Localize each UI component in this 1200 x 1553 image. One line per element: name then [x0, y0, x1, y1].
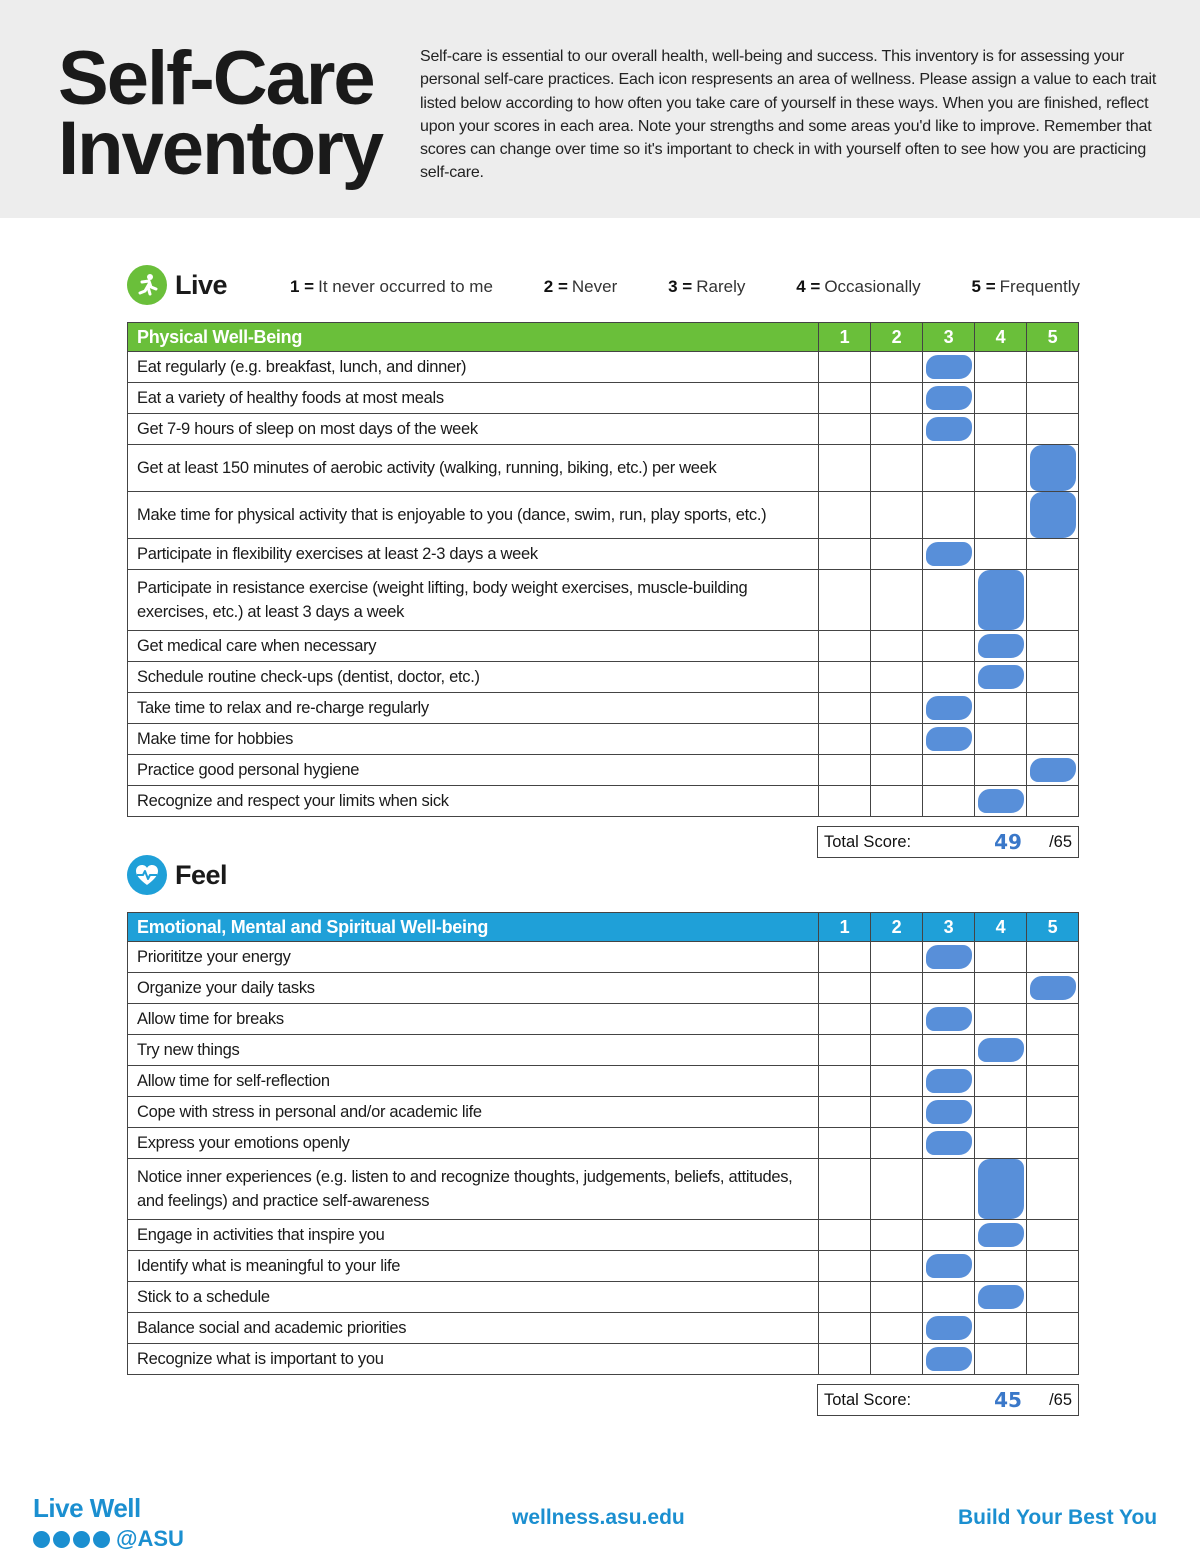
- rating-cell-4[interactable]: [975, 1128, 1027, 1159]
- rating-cell-3[interactable]: [923, 352, 975, 383]
- rating-cell-1[interactable]: [819, 570, 871, 631]
- rating-cell-5[interactable]: [1027, 1251, 1079, 1282]
- title-line-2: Inventory: [58, 106, 383, 191]
- scale-number: 3 =: [668, 277, 693, 296]
- rating-cell-1[interactable]: [819, 383, 871, 414]
- rating-cell-4[interactable]: [975, 445, 1027, 492]
- hand-drawn-mark: [978, 665, 1024, 689]
- rating-cell-1[interactable]: [819, 1066, 871, 1097]
- connect-icon: [93, 1531, 110, 1548]
- rating-cell-1[interactable]: [819, 1128, 871, 1159]
- rating-cell-3[interactable]: [923, 1128, 975, 1159]
- rating-cell-4[interactable]: [975, 1035, 1027, 1066]
- rating-cell-5[interactable]: [1027, 1313, 1079, 1344]
- rating-cell-5[interactable]: [1027, 1035, 1079, 1066]
- item-text: Notice inner experiences (e.g. listen to and recognize thoughts, judgements, beliefs, attitudes, and feelings) and practice self-awareness: [128, 1159, 819, 1220]
- rating-cell-3[interactable]: [923, 786, 975, 817]
- hand-drawn-mark: [926, 1347, 972, 1371]
- item-text: Eat regularly (e.g. breakfast, lunch, and dinner): [128, 352, 819, 383]
- rating-cell-3[interactable]: [923, 1313, 975, 1344]
- table-header-row: [128, 913, 1079, 942]
- rating-cell-5[interactable]: [1027, 1282, 1079, 1313]
- rating-cell-1[interactable]: [819, 662, 871, 693]
- item-text: Practice good personal hygiene: [128, 755, 819, 786]
- scale-number: 4 =: [796, 277, 821, 296]
- rating-cell-3[interactable]: [923, 1097, 975, 1128]
- item-text: Express your emotions openly: [128, 1128, 819, 1159]
- rating-cell-1[interactable]: [819, 539, 871, 570]
- rating-cell-2[interactable]: [871, 1313, 923, 1344]
- scale-label: Frequently: [999, 277, 1080, 296]
- hand-drawn-mark: [926, 1007, 972, 1031]
- rating-cell-2[interactable]: [871, 1035, 923, 1066]
- rating-cell-4[interactable]: [975, 539, 1027, 570]
- rating-cell-5[interactable]: [1027, 1159, 1079, 1220]
- table-row: [128, 973, 1079, 1004]
- rating-cell-2[interactable]: [871, 1220, 923, 1251]
- rating-cell-3[interactable]: [923, 414, 975, 445]
- hand-drawn-mark: [926, 727, 972, 751]
- rating-cell-5[interactable]: [1027, 942, 1079, 973]
- hand-drawn-mark: [926, 417, 972, 441]
- hand-drawn-mark: [926, 1254, 972, 1278]
- rating-cell-2[interactable]: [871, 724, 923, 755]
- rating-cell-3[interactable]: [923, 724, 975, 755]
- rating-cell-3[interactable]: [923, 1220, 975, 1251]
- rating-cell-1[interactable]: [819, 1251, 871, 1282]
- table-row: [128, 942, 1079, 973]
- rating-cell-2[interactable]: [871, 942, 923, 973]
- table-row: [128, 1282, 1079, 1313]
- column-header-2: 2: [871, 323, 923, 352]
- table-title: Emotional, Mental and Spiritual Well-being: [128, 913, 819, 942]
- rating-cell-4[interactable]: [975, 662, 1027, 693]
- rating-cell-5[interactable]: [1027, 973, 1079, 1004]
- rating-cell-5[interactable]: [1027, 352, 1079, 383]
- hand-drawn-mark: [978, 789, 1024, 813]
- table-row: [128, 786, 1079, 817]
- hand-drawn-mark: [978, 1223, 1024, 1247]
- rating-cell-2[interactable]: [871, 1282, 923, 1313]
- hand-drawn-mark: [926, 542, 972, 566]
- rating-cell-2[interactable]: [871, 1066, 923, 1097]
- rating-cell-5[interactable]: [1027, 539, 1079, 570]
- rating-cell-1[interactable]: [819, 942, 871, 973]
- rating-cell-5[interactable]: [1027, 1128, 1079, 1159]
- rating-cell-2[interactable]: [871, 755, 923, 786]
- scale-number: 5 =: [971, 277, 996, 296]
- rating-cell-5[interactable]: [1027, 662, 1079, 693]
- table-row: [128, 755, 1079, 786]
- footer-tagline: Build Your Best You: [958, 1506, 1158, 1529]
- rating-cell-2[interactable]: [871, 973, 923, 1004]
- table-row: [128, 1035, 1079, 1066]
- table-header-row: [128, 323, 1079, 352]
- rating-cell-4[interactable]: [975, 414, 1027, 445]
- hand-drawn-mark: [926, 1131, 972, 1155]
- table-row: [128, 1128, 1079, 1159]
- rating-cell-2[interactable]: [871, 1159, 923, 1220]
- rating-cell-3[interactable]: [923, 631, 975, 662]
- rating-cell-4[interactable]: [975, 1159, 1027, 1220]
- rating-cell-4[interactable]: [975, 352, 1027, 383]
- rating-cell-1[interactable]: [819, 352, 871, 383]
- total-score-max: /65: [1049, 1390, 1072, 1409]
- item-text: Identify what is meaningful to your life: [128, 1251, 819, 1282]
- hand-drawn-mark: [926, 355, 972, 379]
- column-header-5: 5: [1027, 913, 1079, 942]
- column-header-2: 2: [871, 913, 923, 942]
- live-icon: [33, 1531, 50, 1548]
- item-text: Balance social and academic priorities: [128, 1313, 819, 1344]
- table-row: [128, 1004, 1079, 1035]
- item-text: Participate in flexibility exercises at least 2-3 days a week: [128, 539, 819, 570]
- rating-cell-4[interactable]: [975, 1313, 1027, 1344]
- rating-cell-4[interactable]: [975, 693, 1027, 724]
- table-row: [128, 693, 1079, 724]
- rating-cell-2[interactable]: [871, 492, 923, 539]
- rating-cell-5[interactable]: [1027, 786, 1079, 817]
- rating-cell-1[interactable]: [819, 755, 871, 786]
- footer-url-link[interactable]: wellness.asu.edu: [512, 1506, 685, 1529]
- column-header-4: 4: [975, 323, 1027, 352]
- rating-cell-1[interactable]: [819, 1159, 871, 1220]
- hand-drawn-mark: [926, 386, 972, 410]
- rating-cell-2[interactable]: [871, 1251, 923, 1282]
- rating-cell-4[interactable]: [975, 631, 1027, 662]
- rating-cell-1[interactable]: [819, 724, 871, 755]
- hand-drawn-mark: [926, 1100, 972, 1124]
- rating-cell-2[interactable]: [871, 352, 923, 383]
- rating-cell-2[interactable]: [871, 383, 923, 414]
- rating-cell-1[interactable]: [819, 1004, 871, 1035]
- column-header-5: 5: [1027, 323, 1079, 352]
- rating-cell-4[interactable]: [975, 1251, 1027, 1282]
- rating-scale-legend: [290, 277, 1080, 297]
- rating-cell-5[interactable]: [1027, 755, 1079, 786]
- table-row: [128, 1220, 1079, 1251]
- rating-cell-3[interactable]: [923, 492, 975, 539]
- rating-cell-4[interactable]: [975, 1097, 1027, 1128]
- rating-cell-2[interactable]: [871, 539, 923, 570]
- rating-cell-5[interactable]: [1027, 492, 1079, 539]
- scale-item: [290, 277, 493, 297]
- heartbeat-icon: [127, 855, 167, 895]
- rating-cell-5[interactable]: [1027, 570, 1079, 631]
- rating-cell-2[interactable]: [871, 786, 923, 817]
- total-score-max: /65: [1049, 832, 1072, 851]
- hand-drawn-mark: [978, 1038, 1024, 1062]
- table-row: [128, 352, 1079, 383]
- emotional-wellbeing-table: [127, 912, 1079, 1375]
- total-score-label: Total Score:: [824, 832, 912, 851]
- grow-icon: [73, 1531, 90, 1548]
- item-text: Engage in activities that inspire you: [128, 1220, 819, 1251]
- rating-cell-1[interactable]: [819, 1344, 871, 1375]
- rating-cell-1[interactable]: [819, 1035, 871, 1066]
- rating-cell-3[interactable]: [923, 1251, 975, 1282]
- scale-item: [544, 277, 617, 297]
- table-row: [128, 1159, 1079, 1220]
- rating-cell-1[interactable]: [819, 1313, 871, 1344]
- hand-drawn-mark: [926, 696, 972, 720]
- rating-cell-4[interactable]: [975, 1004, 1027, 1035]
- rating-cell-2[interactable]: [871, 570, 923, 631]
- rating-cell-3[interactable]: [923, 942, 975, 973]
- item-text: Try new things: [128, 1035, 819, 1066]
- rating-cell-3[interactable]: [923, 445, 975, 492]
- intro-paragraph: Self-care is essential to our overall health, well-being and success. This inventory is for assessing your personal self-care practices. Each icon respresents an area of wellness. Please assign a value to each trait listed below according to how often you take care of yourself in these ways. When you are finished, reflect upon your scores in each area. Note your strengths and some areas you'd like to improve. Remember that scores can change over time so it's important to check in with yourself often to see how you are practicing self-care.: [420, 48, 1157, 182]
- hand-drawn-mark: [926, 1316, 972, 1340]
- rating-cell-4[interactable]: [975, 383, 1027, 414]
- item-text: Recognize and respect your limits when sick: [128, 786, 819, 817]
- column-header-1: 1: [819, 913, 871, 942]
- column-header-3: 3: [923, 913, 975, 942]
- item-text: Cope with stress in personal and/or academic life: [128, 1097, 819, 1128]
- table-row: [128, 570, 1079, 631]
- table-row: [128, 383, 1079, 414]
- item-text: Take time to relax and re-charge regularly: [128, 693, 819, 724]
- running-figure-icon: [127, 265, 167, 305]
- rating-cell-4[interactable]: [975, 492, 1027, 539]
- feel-total-score: [817, 1384, 1079, 1416]
- item-text: Schedule routine check-ups (dentist, doctor, etc.): [128, 662, 819, 693]
- rating-cell-2[interactable]: [871, 445, 923, 492]
- physical-wellbeing-table: [127, 322, 1079, 817]
- hand-drawn-mark: [978, 1285, 1024, 1309]
- scale-label: Occasionally: [824, 277, 921, 296]
- page-title: [58, 36, 383, 191]
- rating-cell-4[interactable]: [975, 1282, 1027, 1313]
- item-text: Get 7-9 hours of sleep on most days of the week: [128, 414, 819, 445]
- item-text: Allow time for breaks: [128, 1004, 819, 1035]
- rating-cell-5[interactable]: [1027, 1004, 1079, 1035]
- rating-cell-2[interactable]: [871, 662, 923, 693]
- scale-number: 2 =: [543, 277, 568, 296]
- table-row: [128, 662, 1079, 693]
- rating-cell-3[interactable]: [923, 1159, 975, 1220]
- rating-cell-2[interactable]: [871, 1004, 923, 1035]
- rating-cell-3[interactable]: [923, 1035, 975, 1066]
- feel-section-header: [127, 855, 227, 895]
- rating-cell-1[interactable]: [819, 445, 871, 492]
- item-text: Get medical care when necessary: [128, 631, 819, 662]
- table-row: [128, 445, 1079, 492]
- item-text: Priorititze your energy: [128, 942, 819, 973]
- live-label: Live: [175, 269, 228, 300]
- rating-cell-2[interactable]: [871, 1128, 923, 1159]
- rating-cell-3[interactable]: [923, 539, 975, 570]
- column-header-4: 4: [975, 913, 1027, 942]
- rating-cell-5[interactable]: [1027, 1344, 1079, 1375]
- rating-cell-5[interactable]: [1027, 1066, 1079, 1097]
- hand-drawn-mark: [926, 945, 972, 969]
- table-row: [128, 414, 1079, 445]
- rating-cell-5[interactable]: [1027, 631, 1079, 662]
- rating-cell-4[interactable]: [975, 973, 1027, 1004]
- rating-cell-4[interactable]: [975, 755, 1027, 786]
- rating-cell-3[interactable]: [923, 973, 975, 1004]
- rating-cell-3[interactable]: [923, 693, 975, 724]
- rating-cell-2[interactable]: [871, 631, 923, 662]
- logo-line-1: Live Well: [33, 1493, 141, 1523]
- hand-drawn-mark: [1030, 758, 1076, 782]
- feel-icon: [53, 1531, 70, 1548]
- table-row: [128, 1313, 1079, 1344]
- scale-label: It never occurred to me: [318, 277, 493, 296]
- table-row: [128, 1066, 1079, 1097]
- item-text: Stick to a schedule: [128, 1282, 819, 1313]
- table-row: [128, 1344, 1079, 1375]
- item-text: Get at least 150 minutes of aerobic activity (walking, running, biking, etc.) per week: [128, 445, 819, 492]
- table-row: [128, 724, 1079, 755]
- table-title: Physical Well-Being: [128, 323, 819, 352]
- rating-cell-1[interactable]: [819, 492, 871, 539]
- hand-drawn-mark: [1030, 976, 1076, 1000]
- table-row: [128, 1097, 1079, 1128]
- feel-label: Feel: [175, 859, 228, 890]
- scale-item: [668, 277, 745, 297]
- rating-cell-4[interactable]: [975, 1344, 1027, 1375]
- item-text: Recognize what is important to you: [128, 1344, 819, 1375]
- logo-line-2: @ASU: [116, 1526, 184, 1551]
- scale-label: Rarely: [696, 277, 746, 296]
- rating-cell-1[interactable]: [819, 693, 871, 724]
- rating-cell-1[interactable]: [819, 1097, 871, 1128]
- rating-cell-4[interactable]: [975, 1066, 1027, 1097]
- rating-cell-2[interactable]: [871, 414, 923, 445]
- hand-drawn-mark: [1030, 492, 1076, 538]
- rating-cell-4[interactable]: [975, 724, 1027, 755]
- item-text: Eat a variety of healthy foods at most meals: [128, 383, 819, 414]
- rating-cell-1[interactable]: [819, 786, 871, 817]
- total-score-label: Total Score:: [824, 1390, 912, 1409]
- live-section-header: [127, 265, 227, 305]
- column-header-1: 1: [819, 323, 871, 352]
- scale-item: [972, 277, 1080, 297]
- rating-cell-4[interactable]: [975, 1220, 1027, 1251]
- rating-cell-5[interactable]: [1027, 383, 1079, 414]
- hand-drawn-mark: [926, 1069, 972, 1093]
- item-text: Participate in resistance exercise (weight lifting, body weight exercises, muscle-building exercises, etc.) at least 3 days a week: [128, 570, 819, 631]
- scale-label: Never: [571, 277, 618, 296]
- rating-cell-3[interactable]: [923, 1282, 975, 1313]
- rating-cell-5[interactable]: [1027, 1097, 1079, 1128]
- hand-drawn-mark: [978, 634, 1024, 658]
- rating-cell-3[interactable]: [923, 1066, 975, 1097]
- rating-cell-3[interactable]: [923, 662, 975, 693]
- table-row: [128, 539, 1079, 570]
- rating-cell-1[interactable]: [819, 973, 871, 1004]
- live-total-score: [817, 826, 1079, 858]
- table-row: [128, 492, 1079, 539]
- hand-drawn-mark: [1030, 445, 1076, 491]
- rating-cell-5[interactable]: [1027, 693, 1079, 724]
- rating-cell-4[interactable]: [975, 942, 1027, 973]
- item-text: Allow time for self-reflection: [128, 1066, 819, 1097]
- rating-cell-3[interactable]: [923, 383, 975, 414]
- rating-cell-1[interactable]: [819, 631, 871, 662]
- rating-cell-1[interactable]: [819, 1220, 871, 1251]
- total-score-value[interactable]: 49: [994, 830, 1022, 854]
- total-score-value[interactable]: 45: [994, 1388, 1022, 1412]
- rating-cell-3[interactable]: [923, 570, 975, 631]
- scale-item: [796, 277, 920, 297]
- table-row: [128, 1251, 1079, 1282]
- rating-cell-5[interactable]: [1027, 724, 1079, 755]
- rating-cell-1[interactable]: [819, 414, 871, 445]
- rating-cell-2[interactable]: [871, 1344, 923, 1375]
- item-text: Make time for hobbies: [128, 724, 819, 755]
- rating-cell-4[interactable]: [975, 570, 1027, 631]
- rating-cell-3[interactable]: [923, 1004, 975, 1035]
- rating-cell-3[interactable]: [923, 1344, 975, 1375]
- column-header-3: 3: [923, 323, 975, 352]
- rating-cell-1[interactable]: [819, 1282, 871, 1313]
- table-row: [128, 631, 1079, 662]
- item-text: Make time for physical activity that is enjoyable to you (dance, swim, run, play sports, etc.): [128, 492, 819, 539]
- rating-cell-5[interactable]: [1027, 414, 1079, 445]
- item-text: Organize your daily tasks: [128, 973, 819, 1004]
- rating-cell-5[interactable]: [1027, 1220, 1079, 1251]
- rating-cell-2[interactable]: [871, 1097, 923, 1128]
- rating-cell-3[interactable]: [923, 755, 975, 786]
- rating-cell-4[interactable]: [975, 786, 1027, 817]
- rating-cell-2[interactable]: [871, 693, 923, 724]
- hand-drawn-mark: [978, 1159, 1024, 1219]
- scale-number: 1 =: [290, 277, 315, 296]
- rating-cell-5[interactable]: [1027, 445, 1079, 492]
- title-line-1: Self-Care: [58, 36, 374, 121]
- hand-drawn-mark: [978, 570, 1024, 630]
- live-well-asu-logo: [33, 1493, 184, 1552]
